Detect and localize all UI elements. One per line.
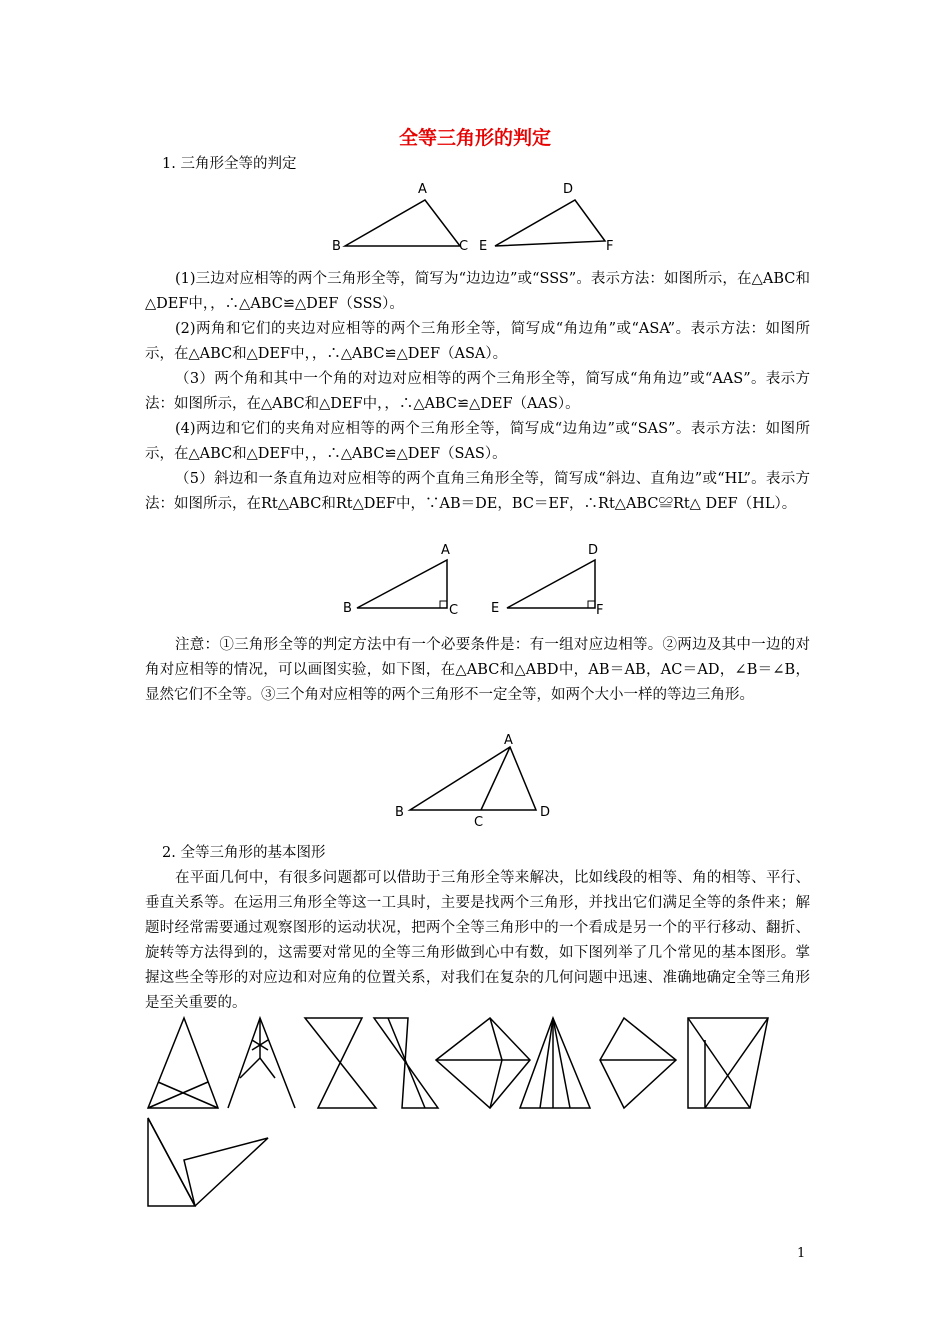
label-d: D — [540, 805, 551, 820]
label-e: E — [491, 601, 500, 616]
section1-heading: 1. 三角形全等的判定 — [162, 156, 297, 172]
basic-figures-gallery — [140, 1010, 780, 1210]
label-f: F — [596, 603, 604, 618]
criterion-sss: (1)三边对应相等的两个三角形全等，简写为“边边边”或“SSS”。表示方法：如图所示，在△ABC和△DEF中，，∴△ABC≌△DEF（SSS）。 — [145, 271, 810, 312]
page-title: 全等三角形的判定 — [398, 127, 551, 149]
criterion-sas: (4)两边和它们的夹角对应相等的两个三角形全等，简写成“边角边”或“SAS”。表示方法：如图所示，在△ABC和△DEF中，，∴△ABC≌△DEF（SAS）。 — [145, 421, 810, 462]
label-c: C — [449, 603, 459, 618]
basic-figure-6 — [520, 1018, 590, 1108]
triangle-abd — [410, 747, 536, 810]
label-f: F — [606, 239, 614, 254]
criterion-aas: （3）两个角和其中一个角的对边对应相等的两个三角形全等，简写成“角角边”或“AAS”。表示方法：如图所示，在△ABC和△DEF中，，∴△ABC≌△DEF（AAS）。 — [145, 371, 810, 412]
right-angle-mark-c — [440, 601, 447, 608]
criterion-hl: （5）斜边和一条直角边对应相等的两个直角三角形全等，简写成“斜边、直角边”或“HL”。表示方法：如图所示，在Rt△ABC和Rt△DEF中，∵AB＝DE，BC＝EF，∴Rt△ABC≌Rt△ DEF（HL）。 — [145, 471, 810, 512]
section2-heading: 2. 全等三角形的基本图形 — [162, 845, 326, 861]
label-d: D — [588, 543, 599, 558]
figure-right-triangles — [335, 540, 615, 620]
triangle-abc — [345, 200, 460, 246]
criterion-asa: (2)两角和它们的夹边对应相等的两个三角形全等，简写成“角边角”或“ASA”。表示方法：如图所示，在△ABC和△DEF中，，∴△ABC≌△DEF（ASA）。 — [145, 321, 810, 362]
basic-figure-2 — [228, 1018, 295, 1108]
basic-figure-9 — [148, 1118, 268, 1206]
label-b: B — [332, 239, 341, 254]
label-a: A — [504, 733, 513, 748]
basic-figure-4 — [374, 1018, 438, 1108]
right-triangle-def — [507, 560, 595, 608]
label-d: D — [563, 182, 574, 197]
basic-figure-7 — [600, 1018, 676, 1108]
right-triangle-abc — [357, 560, 447, 608]
label-a: A — [441, 543, 450, 558]
basic-figure-8 — [688, 1018, 768, 1108]
label-b: B — [343, 601, 352, 616]
basic-figure-1 — [148, 1018, 218, 1108]
label-a: A — [418, 182, 427, 197]
figure-ssa-counterexample — [390, 730, 560, 828]
note-block — [145, 633, 810, 708]
label-c: C — [474, 815, 484, 828]
page-number: 1 — [797, 1246, 806, 1261]
right-angle-mark-f — [588, 601, 595, 608]
basic-figure-3 — [305, 1018, 376, 1108]
triangle-def — [495, 200, 605, 246]
note-text: 注意：①三角形全等的判定方法中有一个必要条件是：有一组对应边相等。②两边及其中一边的对角对应相等的情况，可以画图实验，如下图，在△ABC和△ABD中，AB＝AB，AC＝AD，∠B＝∠B，显然它们不全等。③三个角对应相等的两个三角形不一定全等，如两个大小一样的等边三角形。 — [145, 637, 810, 703]
label-c: C — [459, 239, 469, 254]
section2-body: 在平面几何中，有很多问题都可以借助于三角形全等来解决，比如线段的相等、角的相等、平行、垂直关系等。在运用三角形全等这一工具时，主要是找两个三角形，并找出它们满足全等的条件来；解题时经常需要通过观察图形的运动状况，把两个全等三角形中的一个看成是另一个的平行移动、翻折、旋转等方法得到的，这需要对常见的全等三角形做到心中有数，如下图列举了几个常见的基本图形。掌握这些全等形的对应边和对应角的位置关系，对我们在复杂的几何问题中迅速、准确地确定全等三角形是至关重要的。 — [145, 870, 810, 1011]
section2-block — [145, 866, 810, 1016]
label-e: E — [479, 239, 488, 254]
label-b: B — [395, 805, 404, 820]
figure-triangles-abc-def — [325, 178, 625, 258]
basic-figure-5 — [436, 1018, 530, 1108]
criteria-block — [145, 267, 810, 517]
